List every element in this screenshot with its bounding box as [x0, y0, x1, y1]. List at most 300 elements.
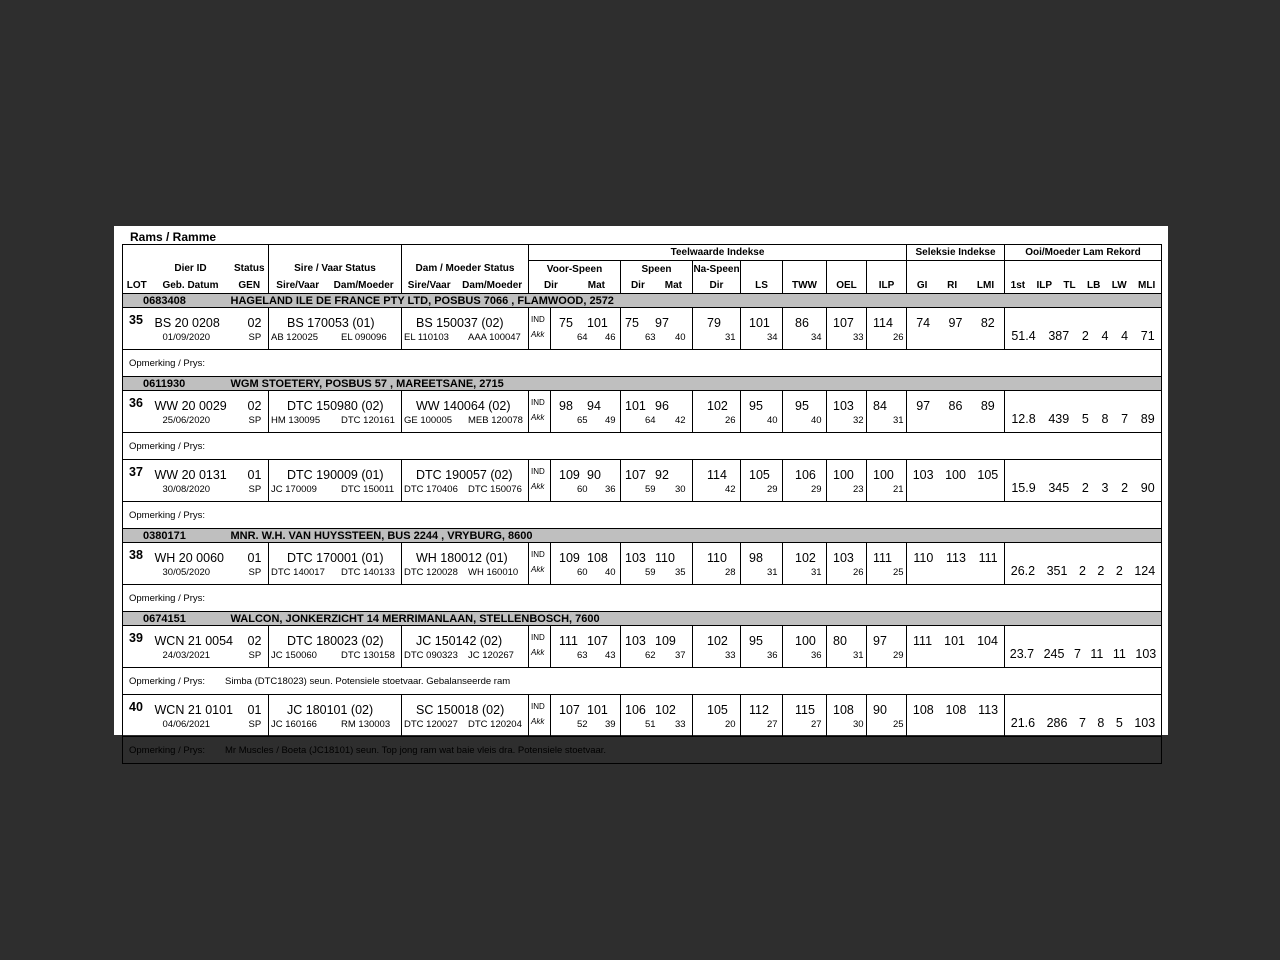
cell-sub: 25/06/2020: [162, 414, 211, 426]
sire-dam: RM 130003: [341, 718, 391, 730]
dam-id: SC 150018 (02): [416, 702, 505, 717]
cell-sub: 30/05/2020: [162, 566, 211, 578]
ilp-value: 111: [873, 550, 893, 565]
ns-dir-akk: 31: [725, 331, 736, 343]
gi-value: 103: [912, 467, 934, 482]
ns-dir-akk: 26: [725, 414, 736, 426]
ilp-akk: 29: [893, 649, 904, 661]
sp-dir-akk: 62: [645, 649, 656, 661]
sp-dir-akk: 59: [645, 566, 656, 578]
vs-dir-akk: 65: [577, 414, 588, 426]
cell-main: 01: [247, 550, 262, 565]
oel-akk: 30: [853, 718, 864, 730]
lam-value: 103: [1134, 715, 1156, 730]
header-ns-dir: Dir: [693, 277, 741, 294]
dam-sire: DTC 120028: [404, 566, 458, 578]
sire-sire: DTC 140017: [271, 566, 325, 578]
sire-sire: JC 160166: [271, 718, 317, 730]
remark-row: [123, 433, 1162, 460]
dam-sire: DTC 090323: [404, 649, 458, 661]
akk-label: Akk: [531, 482, 545, 491]
akk-label: Akk: [531, 648, 545, 657]
dam-id: BS 150037 (02): [416, 315, 504, 330]
remark-text: Simba (DTC18023) seun. Potensiele stoetvaar. Gebalanseerde ram: [225, 675, 511, 687]
owner-row: [123, 612, 1162, 626]
lmi-value: 111: [978, 550, 998, 565]
sire-sire: JC 150060: [271, 649, 317, 661]
vs-dir: 109: [559, 467, 580, 482]
tww-value: 106: [795, 467, 816, 482]
lmi-value: 105: [977, 467, 999, 482]
oel-value: 103: [833, 550, 854, 565]
sp-mat-akk: 40: [675, 331, 686, 343]
header-sp-dir: Dir: [630, 279, 645, 291]
oel-akk: 33: [853, 331, 864, 343]
ls-value: 95: [749, 633, 763, 648]
ri-value: 97: [948, 315, 963, 330]
cell-main: 01: [247, 467, 262, 482]
ilp-value: 114: [873, 315, 893, 330]
lam-value: 439: [1048, 411, 1070, 426]
lam-value: 21.6: [1010, 715, 1036, 730]
oel-value: 108: [833, 702, 854, 717]
lam-value: 51.4: [1011, 328, 1036, 343]
dam-dam: DTC 150076: [468, 483, 522, 495]
remark-label: Opmerking / Prys:: [129, 357, 206, 369]
ilp-value: 100: [873, 467, 894, 482]
ns-dir: 102: [707, 633, 728, 648]
cell-sub: SP: [248, 414, 262, 426]
header-tww: TWW: [783, 277, 827, 294]
header-vs-dir: Dir: [543, 279, 558, 291]
sire-dam: DTC 140133: [341, 566, 395, 578]
vs-dir: 75: [559, 315, 573, 330]
akk-label: Akk: [531, 413, 545, 422]
cell-sub: 01/09/2020: [162, 331, 211, 343]
ind-label: IND: [531, 633, 545, 642]
vs-mat-akk: 46: [605, 331, 616, 343]
gi-value: 110: [913, 550, 934, 565]
cell-main: WH 20 0060: [154, 550, 224, 565]
owner-code: 0683408: [123, 294, 231, 308]
ls-value: 98: [749, 550, 763, 565]
ls-akk: 40: [767, 414, 778, 426]
header-ooi-moeder: Ooi/Moeder Lam Rekord: [1005, 245, 1162, 261]
vs-mat: 101: [587, 315, 608, 330]
header-lot: LOT: [123, 277, 151, 294]
lam-value: 23.7: [1009, 646, 1035, 661]
sp-dir-akk: 64: [645, 414, 656, 426]
lmi-value: 82: [980, 315, 995, 330]
owner-row: [123, 294, 1162, 308]
ls-akk: 34: [767, 331, 778, 343]
lam-value: 345: [1048, 480, 1070, 495]
header-sire-vaar-2: Sire/Vaar: [407, 279, 451, 291]
sp-dir-akk: 63: [645, 331, 656, 343]
sp-mat: 109: [655, 633, 676, 648]
ns-dir: 110: [707, 550, 727, 565]
sire-id: DTC 150980 (02): [287, 398, 384, 413]
sire-id: BS 170053 (01): [287, 315, 375, 330]
header-sire-vaar: Sire/Vaar: [276, 279, 320, 291]
header-seleksie: Seleksie Indekse: [907, 245, 1005, 261]
header-oel: OEL: [827, 277, 867, 294]
dam-sire: EL 110103: [404, 331, 449, 343]
tww-akk: 34: [811, 331, 822, 343]
header-lb: LB: [1086, 279, 1101, 291]
ind-label: IND: [531, 550, 545, 559]
vs-mat: 90: [587, 467, 601, 482]
lam-value: 2: [1115, 563, 1123, 578]
ilp-value: 90: [873, 702, 887, 717]
tww-akk: 36: [811, 649, 822, 661]
sp-dir: 101: [625, 398, 646, 413]
ns-dir-akk: 42: [725, 483, 736, 495]
tww-akk: 31: [811, 566, 822, 578]
tww-value: 115: [795, 702, 815, 717]
oel-akk: 31: [853, 649, 864, 661]
lam-value: 2: [1121, 480, 1129, 495]
header-sire-status: Sire / Vaar Status: [269, 261, 402, 278]
ns-dir: 102: [707, 398, 728, 413]
remark-label: Opmerking / Prys:: [129, 675, 206, 687]
tww-value: 95: [795, 398, 809, 413]
lam-value: 2: [1081, 480, 1089, 495]
lam-value: 11: [1112, 646, 1126, 661]
lot-number: 38: [123, 543, 151, 585]
cell-sub: 24/03/2021: [162, 649, 211, 661]
owner-name: WALCON, JONKERZICHT 14 MERRIMANLAAN, STELLENBOSCH, 7600: [231, 612, 1162, 626]
owner-code: 0674151: [123, 612, 231, 626]
sp-mat: 110: [655, 550, 675, 565]
cell-main: WCN 21 0101: [154, 702, 234, 717]
oel-value: 107: [833, 315, 854, 330]
header-ilp: ILP: [867, 277, 907, 294]
sp-mat-akk: 37: [675, 649, 686, 661]
remark-row: [123, 668, 1162, 695]
owner-row: [123, 377, 1162, 391]
cell-sub: SP: [248, 649, 262, 661]
cell-main: BS 20 0208: [154, 315, 220, 330]
tww-value: 100: [795, 633, 816, 648]
ri-value: 86: [948, 398, 963, 413]
dam-dam: MEB 120078: [468, 414, 523, 426]
remark-row: [123, 585, 1162, 612]
lot-row: [123, 543, 1162, 585]
lot-number: 37: [123, 460, 151, 502]
auction-table: [122, 244, 1162, 764]
gi-value: 108: [912, 702, 934, 717]
ns-dir-akk: 28: [725, 566, 736, 578]
sire-id: DTC 190009 (01): [287, 467, 384, 482]
ri-value: 100: [945, 467, 966, 482]
lot-row: [123, 626, 1162, 668]
cell-main: 02: [247, 398, 262, 413]
sp-dir-akk: 51: [645, 718, 656, 730]
lam-value: 387: [1048, 328, 1070, 343]
sire-sire: HM 130095: [271, 414, 321, 426]
lam-value: 103: [1135, 646, 1157, 661]
sp-mat: 97: [655, 315, 669, 330]
owner-row: [123, 529, 1162, 543]
header-dier-id: Dier ID: [174, 263, 207, 275]
header-speen: Speen: [621, 261, 693, 278]
sp-dir-akk: 59: [645, 483, 656, 495]
dam-id: DTC 190057 (02): [416, 467, 513, 482]
header-voor-speen: Voor-Speen: [529, 261, 621, 278]
dam-dam: AAA 100047: [468, 331, 521, 343]
ls-value: 112: [749, 702, 769, 717]
lam-value: 7: [1121, 411, 1129, 426]
sp-mat-akk: 35: [675, 566, 686, 578]
tww-value: 86: [795, 315, 809, 330]
remark-label: Opmerking / Prys:: [129, 592, 206, 604]
vs-mat-akk: 49: [605, 414, 616, 426]
ls-akk: 29: [767, 483, 778, 495]
lam-value: 11: [1090, 646, 1104, 661]
cell-sub: SP: [248, 331, 262, 343]
header-ls: LS: [741, 277, 783, 294]
vs-mat: 94: [587, 398, 601, 413]
ns-dir: 79: [707, 315, 721, 330]
sp-mat: 96: [655, 398, 669, 413]
cell-main: 02: [247, 315, 262, 330]
cell-sub: SP: [248, 483, 262, 495]
vs-dir: 111: [559, 633, 579, 648]
header-dam-moeder-2: Dam/Moeder: [462, 279, 523, 291]
cell-sub: SP: [248, 718, 262, 730]
owner-name: HAGELAND ILE DE FRANCE PTY LTD, POSBUS 7066 , FLAMWOOD, 2572: [231, 294, 1162, 308]
owner-code: 0380171: [123, 529, 231, 543]
ns-dir: 114: [707, 467, 727, 482]
remark-row: [123, 502, 1162, 529]
sire-dam: EL 090096: [341, 331, 387, 343]
owner-name: WGM STOETERY, POSBUS 57 , MAREETSANE, 2715: [231, 377, 1162, 391]
akk-label: Akk: [531, 330, 545, 339]
lam-value: 2: [1078, 563, 1086, 578]
header-lw: LW: [1111, 279, 1127, 291]
remark-row: [123, 350, 1162, 377]
dam-dam: WH 160010: [468, 566, 519, 578]
sp-mat-akk: 30: [675, 483, 686, 495]
ls-akk: 27: [767, 718, 778, 730]
cell-main: 01: [247, 702, 262, 717]
gi-value: 111: [913, 633, 933, 648]
cell-main: WW 20 0029: [154, 398, 227, 413]
ls-value: 95: [749, 398, 763, 413]
tww-akk: 29: [811, 483, 822, 495]
sp-mat-akk: 33: [675, 718, 686, 730]
sire-sire: AB 120025: [271, 331, 319, 343]
vs-dir-akk: 60: [577, 483, 588, 495]
vs-mat: 108: [587, 550, 608, 565]
ind-label: IND: [531, 467, 545, 476]
sp-mat-akk: 42: [675, 414, 686, 426]
lot-number: 40: [123, 695, 151, 737]
vs-mat-akk: 39: [605, 718, 616, 730]
tww-akk: 40: [811, 414, 822, 426]
dam-sire: DTC 170406: [404, 483, 458, 495]
lam-value: 286: [1046, 715, 1068, 730]
header-na-speen: Na-Speen: [693, 261, 741, 278]
sp-dir: 106: [625, 702, 646, 717]
lam-value: 7: [1078, 715, 1086, 730]
ls-akk: 36: [767, 649, 778, 661]
ilp-akk: 25: [893, 566, 904, 578]
vs-mat-akk: 40: [605, 566, 616, 578]
gi-value: 74: [916, 315, 931, 330]
ilp-akk: 25: [893, 718, 904, 730]
lot-number: 36: [123, 391, 151, 433]
sp-dir: 103: [625, 633, 646, 648]
header-dam-moeder: Dam/Moeder: [333, 279, 394, 291]
lam-value: 5: [1115, 715, 1123, 730]
remark-label: Opmerking / Prys:: [129, 509, 206, 521]
dam-id: JC 150142 (02): [416, 633, 503, 648]
ilp-value: 84: [873, 398, 887, 413]
catalog-sheet: [114, 226, 1168, 756]
ls-akk: 31: [767, 566, 778, 578]
cell-sub: 30/08/2020: [162, 483, 211, 495]
vs-dir-akk: 52: [577, 718, 588, 730]
sp-dir: 75: [625, 315, 639, 330]
akk-label: Akk: [531, 565, 545, 574]
header-lam-ilp: ILP: [1036, 279, 1053, 291]
header-lmi: LMI: [976, 279, 995, 291]
ri-value: 108: [945, 702, 967, 717]
header-vs-mat: Mat: [587, 279, 606, 291]
ilp-akk: 26: [893, 331, 904, 343]
tww-akk: 27: [811, 718, 822, 730]
ns-dir-akk: 20: [725, 718, 736, 730]
lot-row: [123, 460, 1162, 502]
ilp-akk: 31: [893, 414, 904, 426]
sire-id: JC 180101 (02): [287, 702, 374, 717]
cell-main: WCN 21 0054: [154, 633, 234, 648]
lot-number: 35: [123, 308, 151, 350]
header-status: Status: [231, 261, 269, 278]
lot-number: 39: [123, 626, 151, 668]
ind-label: IND: [531, 702, 545, 711]
ri-value: 101: [944, 633, 965, 648]
header-tl: TL: [1063, 279, 1076, 291]
cell-sub: 04/06/2021: [162, 718, 211, 730]
ls-value: 105: [749, 467, 770, 482]
vs-dir-akk: 64: [577, 331, 588, 343]
dam-sire: DTC 120027: [404, 718, 458, 730]
lmi-value: 89: [980, 398, 995, 413]
owner-name: MNR. W.H. VAN HUYSSTEEN, BUS 2244 , VRYBURG, 8600: [231, 529, 1162, 543]
header-gen: GEN: [231, 277, 269, 294]
sp-mat: 92: [655, 467, 669, 482]
header-mli: MLI: [1138, 279, 1156, 291]
lam-value: 245: [1043, 646, 1065, 661]
lam-value: 124: [1134, 563, 1156, 578]
oel-value: 100: [833, 467, 854, 482]
ind-label: IND: [531, 315, 545, 324]
ns-dir: 105: [707, 702, 728, 717]
lot-row: [123, 308, 1162, 350]
lam-value: 351: [1046, 563, 1068, 578]
lam-value: 3: [1101, 480, 1109, 495]
lam-value: 7: [1073, 646, 1081, 661]
ls-value: 101: [749, 315, 770, 330]
tww-value: 102: [795, 550, 816, 565]
remark-row: [123, 737, 1162, 764]
header-teelwaarde: Teelwaarde Indekse: [529, 245, 907, 261]
lmi-value: 104: [977, 633, 998, 648]
sire-dam: DTC 150011: [341, 483, 395, 495]
vs-mat: 101: [587, 702, 608, 717]
oel-value: 80: [833, 633, 847, 648]
sire-dam: DTC 120161: [341, 414, 395, 426]
oel-akk: 26: [853, 566, 864, 578]
oel-value: 103: [833, 398, 854, 413]
lot-row: [123, 695, 1162, 737]
vs-dir: 109: [559, 550, 580, 565]
oel-akk: 32: [853, 414, 864, 426]
lam-value: 15.9: [1011, 480, 1036, 495]
ind-label: IND: [531, 398, 545, 407]
vs-mat: 107: [587, 633, 608, 648]
gi-value: 97: [916, 398, 931, 413]
ns-dir-akk: 33: [725, 649, 736, 661]
lam-value: 2: [1081, 328, 1089, 343]
sp-dir: 103: [625, 550, 646, 565]
lam-value: 12.8: [1011, 411, 1036, 426]
lmi-value: 113: [978, 702, 999, 717]
oel-akk: 23: [853, 483, 864, 495]
lam-value: 89: [1140, 411, 1155, 426]
lam-value: 90: [1140, 480, 1155, 495]
vs-mat-akk: 43: [605, 649, 616, 661]
remark-label: Opmerking / Prys:: [129, 744, 206, 756]
sire-sire: JC 170009: [271, 483, 317, 495]
cell-main: WW 20 0131: [154, 467, 227, 482]
header-first: 1st: [1010, 279, 1026, 291]
lam-value: 8: [1097, 715, 1105, 730]
remark-text: Mr Muscles / Boeta (JC18101) seun. Top jong ram wat baie vleis dra. Potensiele stoetvaar.: [225, 744, 607, 756]
dam-sire: GE 100005: [404, 414, 453, 426]
lam-value: 4: [1101, 328, 1109, 343]
sire-id: DTC 180023 (02): [287, 633, 384, 648]
vs-dir-akk: 60: [577, 566, 588, 578]
ilp-value: 97: [873, 633, 887, 648]
vs-mat-akk: 36: [605, 483, 616, 495]
lam-value: 5: [1081, 411, 1089, 426]
dam-dam: DTC 120204: [468, 718, 522, 730]
cell-main: 02: [247, 633, 262, 648]
lam-value: 2: [1097, 563, 1105, 578]
remark-label: Opmerking / Prys:: [129, 440, 206, 452]
header-geb-datum: Geb. Datum: [162, 279, 219, 291]
sp-mat: 102: [655, 702, 676, 717]
ilp-akk: 21: [893, 483, 904, 495]
dam-dam: JC 120267: [468, 649, 514, 661]
akk-label: Akk: [531, 717, 545, 726]
ri-value: 113: [945, 550, 966, 565]
vs-dir-akk: 63: [577, 649, 588, 661]
lam-value: 71: [1140, 328, 1155, 343]
header-sp-mat: Mat: [664, 279, 683, 291]
header-gi: GI: [916, 279, 928, 291]
lam-value: 4: [1121, 328, 1129, 343]
header-dam-status: Dam / Moeder Status: [402, 261, 529, 278]
owner-code: 0611930: [123, 377, 231, 391]
header-ri: RI: [947, 279, 958, 291]
lam-value: 26.2: [1010, 563, 1036, 578]
dam-id: WH 180012 (01): [416, 550, 508, 565]
